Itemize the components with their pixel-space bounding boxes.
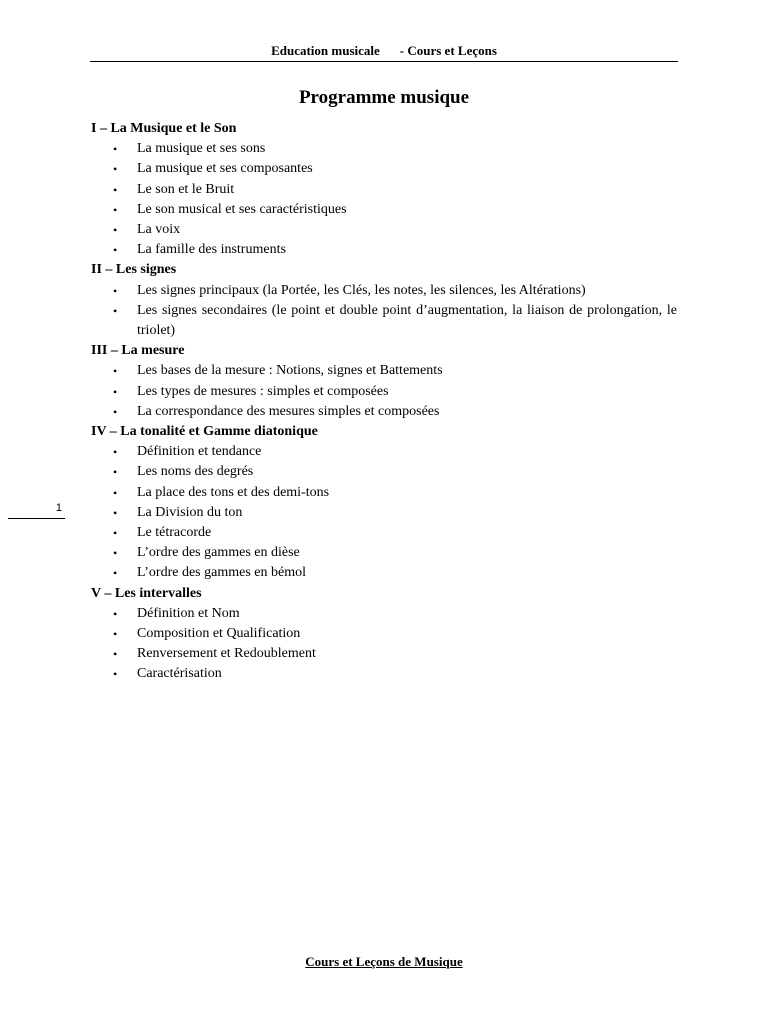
list-item <box>91 543 677 563</box>
page-footer <box>90 953 678 971</box>
bullet-icon: • <box>113 485 118 500</box>
list-item <box>91 200 677 220</box>
list-item-text: L’ordre des gammes en bémol <box>137 565 306 581</box>
section-5 <box>91 584 677 685</box>
list-item <box>91 180 677 200</box>
list-item-text: Composition et Qualification <box>137 626 301 642</box>
list-item <box>91 604 677 624</box>
list-item <box>91 624 677 644</box>
section-4 <box>91 422 677 584</box>
document-title: Programme musique <box>298 87 470 108</box>
list-item-text: La musique et ses composantes <box>137 161 313 177</box>
footer-text: Cours et Leçons de Musique <box>305 954 463 969</box>
list-item <box>91 139 677 159</box>
bullet-icon: • <box>113 546 118 561</box>
section-3 <box>91 341 677 422</box>
section-heading: IV – La tonalité et Gamme diatonique <box>91 424 318 440</box>
section-heading: V – Les intervalles <box>91 585 202 601</box>
list-item <box>91 483 677 503</box>
list-item-text: Le son musical et ses caractéristiques <box>137 201 347 217</box>
section-1 <box>91 119 677 260</box>
section-heading: II – Les signes <box>91 262 177 278</box>
list-item <box>91 462 677 482</box>
list-item-text: La place des tons et des demi-tons <box>137 484 330 500</box>
list-item <box>91 664 677 684</box>
bullet-icon: • <box>113 505 118 520</box>
list-item-text: Renversement et Redoublement <box>137 646 316 662</box>
program-content <box>91 119 677 685</box>
list-item <box>91 402 677 422</box>
list-item <box>91 301 677 341</box>
list-item <box>91 220 677 240</box>
bullet-icon: • <box>113 223 118 238</box>
bullet-icon: • <box>113 283 118 298</box>
section-item-list <box>91 361 677 422</box>
list-item <box>91 523 677 543</box>
list-item <box>91 442 677 462</box>
list-item-text: Les signes principaux (la Portée, les Clés, les notes, les silences, les Altérations) <box>137 282 586 298</box>
section-heading: III – La mesure <box>91 343 185 359</box>
section-2 <box>91 260 677 341</box>
list-item <box>91 361 677 381</box>
bullet-icon: • <box>113 182 118 197</box>
list-item <box>91 281 677 301</box>
bullet-icon: • <box>113 404 118 419</box>
bullet-icon: • <box>113 647 118 662</box>
list-item-text: Le tétracorde <box>137 525 212 541</box>
bullet-icon: • <box>113 445 118 460</box>
section-item-list <box>91 604 677 685</box>
bullet-icon: • <box>113 465 118 480</box>
list-item-text: Le son et le Bruit <box>137 181 235 197</box>
bullet-icon: • <box>113 303 118 318</box>
list-item-text: Caractérisation <box>137 666 222 682</box>
list-item <box>91 159 677 179</box>
bullet-icon: • <box>113 364 118 379</box>
section-item-list <box>91 442 677 583</box>
bullet-icon: • <box>113 606 118 621</box>
list-item-text: La famille des instruments <box>137 242 286 258</box>
list-item-text: Les signes secondaires (le point et double point d’augmentation, la liaison de prolongation, le triolet) <box>137 302 677 339</box>
list-item-text: L’ordre des gammes en dièse <box>137 545 300 561</box>
list-item-text: La correspondance des mesures simples et composées <box>137 403 440 419</box>
section-item-list <box>91 281 677 342</box>
bullet-icon: • <box>113 142 118 157</box>
list-item-text: Définition et tendance <box>137 444 262 460</box>
page-number: 1 <box>8 500 65 519</box>
page-header <box>90 42 678 60</box>
bullet-icon: • <box>113 526 118 541</box>
list-item-text: Les types de mesures : simples et composées <box>137 383 389 399</box>
list-item-text: Définition et Nom <box>137 605 240 621</box>
list-item-text: La Division du ton <box>137 504 243 520</box>
bullet-icon: • <box>113 243 118 258</box>
header-left-text: Education musicale <box>271 43 380 58</box>
bullet-icon: • <box>113 162 118 177</box>
section-item-list <box>91 139 677 260</box>
section-heading: I – La Musique et le Son <box>91 121 237 136</box>
list-item-text: La voix <box>137 222 181 238</box>
list-item <box>91 240 677 260</box>
header-rule <box>90 61 678 62</box>
bullet-icon: • <box>113 566 118 581</box>
list-item-text: La musique et ses sons <box>137 141 266 157</box>
list-item <box>91 382 677 402</box>
bullet-icon: • <box>113 627 118 642</box>
list-item <box>91 563 677 583</box>
list-item-text: Les bases de la mesure : Notions, signes et Battements <box>137 363 443 379</box>
list-item-text: Les noms des degrés <box>137 464 254 480</box>
header-right-text: - Cours et Leçons <box>399 43 497 58</box>
bullet-icon: • <box>113 384 118 399</box>
list-item <box>91 644 677 664</box>
bullet-icon: • <box>113 667 118 682</box>
list-item <box>91 503 677 523</box>
bullet-icon: • <box>113 202 118 217</box>
